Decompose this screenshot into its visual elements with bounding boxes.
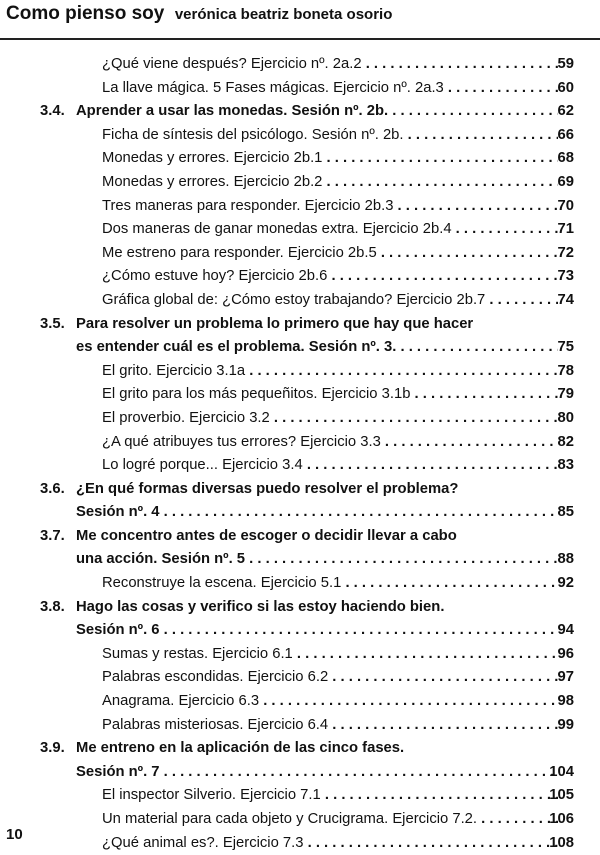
section-number: 3.5. — [40, 315, 65, 332]
section-title: ¿En qué formas diversas puedo resolver el problema? — [76, 480, 459, 497]
page-ref: 59 — [557, 56, 574, 72]
page-ref: 79 — [557, 386, 574, 403]
page-ref: 106 — [549, 811, 574, 827]
page-ref: 85 — [557, 504, 574, 521]
page-ref: 82 — [557, 433, 574, 450]
page-ref: 88 — [557, 551, 574, 568]
entry-title: ¿A qué atribuyes tus errores? Ejercicio 3.3 . . . — [102, 431, 558, 455]
toc-entry-row — [0, 242, 600, 266]
entry-title: Sumas y restas. Ejercicio 6.1 . . . — [102, 643, 558, 667]
toc-entry-row — [0, 714, 600, 738]
page-ref: 78 — [557, 362, 574, 379]
entry-title: Lo logré porque... Ejercicio 3.4 . . . — [102, 454, 558, 478]
toc-entry-row — [0, 383, 600, 407]
toc-entry-row — [0, 454, 600, 478]
entry-title: Reconstruye la escena. Ejercicio 5.1 . . . — [102, 572, 558, 596]
toc-entry-row — [0, 808, 600, 832]
toc-section-row — [0, 501, 600, 525]
entry-title: ¿Qué viene después? Ejercicio nº. 2a.2 . . . — [102, 53, 558, 77]
section-number: 3.4. — [40, 103, 65, 120]
toc-entry-row — [0, 77, 600, 101]
toc-entry-row — [0, 218, 600, 242]
page-ref: 105 — [549, 787, 574, 804]
page-ref: 74 — [557, 291, 574, 308]
toc-section-row — [0, 737, 600, 761]
section-title: es entender cuál es el problema. Sesión nº. 3. . . . — [76, 336, 558, 360]
toc-entry-row — [0, 360, 600, 384]
section-number: 3.8. — [40, 598, 65, 615]
entry-title: Gráfica global de: ¿Cómo estoy trabajando? Ejercicio 2b.7 . . . — [102, 289, 558, 313]
entry-title: Monedas y errores. Ejercicio 2b.2 . . . — [102, 171, 558, 195]
entry-title: Monedas y errores. Ejercicio 2b.1 . . . — [102, 147, 558, 171]
toc-entry-row — [0, 124, 600, 148]
section-title: Aprender a usar las monedas. Sesión nº. 2b. . . . — [76, 100, 558, 124]
page-number: 10 — [6, 826, 23, 843]
entry-title: Anagrama. Ejercicio 6.3 . . . — [102, 690, 558, 714]
section-title: Para resolver un problema lo primero que hay que hacer — [76, 315, 474, 332]
page-ref: 80 — [557, 409, 574, 426]
page-ref: 68 — [557, 150, 574, 167]
toc-section-row — [0, 313, 600, 337]
toc-section-row — [0, 478, 600, 502]
section-title: Sesión nº. 7 . . . — [76, 761, 558, 785]
entry-title: Palabras escondidas. Ejercicio 6.2 . . . — [102, 666, 558, 690]
toc-section-row — [0, 336, 600, 360]
page-ref: 72 — [557, 244, 574, 261]
entry-title: La llave mágica. 5 Fases mágicas. Ejercicio nº. 2a.3 . . . — [102, 77, 558, 101]
toc-section-row — [0, 596, 600, 620]
toc-entry-row — [0, 195, 600, 219]
entry-title: Dos maneras de ganar monedas extra. Ejercicio 2b.4 . . . — [102, 218, 558, 242]
table-of-contents — [0, 53, 600, 855]
section-title: Me concentro antes de escoger o decidir llevar a cabo — [76, 527, 457, 544]
entry-title: Un material para cada objeto y Crucigrama. Ejercicio 7.2. . . . — [102, 808, 558, 832]
section-number: 3.7. — [40, 527, 65, 544]
page-ref: 75 — [557, 339, 574, 356]
entry-title: Me estreno para responder. Ejercicio 2b.5 . . . — [102, 242, 558, 266]
toc-section-row — [0, 548, 600, 572]
page-ref: 108 — [549, 834, 574, 851]
toc-entry-row — [0, 147, 600, 171]
toc-entry-row — [0, 265, 600, 289]
toc-section-row — [0, 619, 600, 643]
section-title: Sesión nº. 6 . . . — [76, 619, 558, 643]
running-header — [6, 3, 392, 25]
page-ref: 62 — [557, 103, 574, 120]
page-ref: 94 — [557, 622, 574, 639]
toc-section-row — [0, 100, 600, 124]
toc-entry-row — [0, 289, 600, 313]
toc-entry-row — [0, 572, 600, 596]
page-ref: 92 — [557, 575, 574, 592]
toc-section-row — [0, 525, 600, 549]
section-title: Sesión nº. 4 . . . — [76, 501, 558, 525]
entry-title: Tres maneras para responder. Ejercicio 2b.3 . . . — [102, 195, 558, 219]
section-title: una acción. Sesión nº. 5 . . . — [76, 548, 558, 572]
section-number: 3.9. — [40, 740, 65, 757]
section-title: Hago las cosas y verifico si las estoy haciendo bien. — [76, 598, 445, 615]
toc-entry-row — [0, 643, 600, 667]
header-rule — [0, 38, 600, 40]
section-number: 3.6. — [40, 480, 65, 497]
toc-entry-row — [0, 690, 600, 714]
page-ref: 96 — [557, 645, 574, 662]
toc-entry-row — [0, 784, 600, 808]
section-title: Me entreno en la aplicación de las cinco fases. — [76, 740, 405, 757]
toc-entry-row — [0, 666, 600, 690]
toc-entry-row — [0, 171, 600, 195]
book-author: verónica beatriz boneta osorio — [174, 6, 393, 23]
page-ref: 66 — [557, 126, 574, 143]
toc-entry-row — [0, 407, 600, 431]
entry-title: Ficha de síntesis del psicólogo. Sesión nº. 2b. . . . — [102, 124, 558, 148]
page-ref: 71 — [557, 221, 574, 238]
entry-title: El grito. Ejercicio 3.1a . . . — [102, 360, 558, 384]
page-ref: 104 — [549, 763, 574, 780]
toc-entry-row — [0, 431, 600, 455]
page-ref: 99 — [557, 716, 574, 733]
toc-section-row — [0, 761, 600, 785]
page-ref: 97 — [557, 669, 574, 686]
page-ref: 69 — [557, 173, 574, 190]
toc-entry-row — [0, 53, 600, 77]
entry-title: El proverbio. Ejercicio 3.2 . . . — [102, 407, 558, 431]
entry-title: Palabras misteriosas. Ejercicio 6.4 . . . — [102, 714, 558, 738]
page-ref: 60 — [557, 79, 574, 96]
page-ref: 98 — [557, 693, 574, 710]
entry-title: ¿Qué animal es?. Ejercicio 7.3 . . . — [102, 832, 558, 855]
entry-title: El grito para los más pequeñitos. Ejercicio 3.1b . . . — [102, 383, 558, 407]
page-ref: 70 — [557, 197, 574, 214]
entry-title: El inspector Silverio. Ejercicio 7.1 . . . — [102, 784, 558, 808]
toc-entry-row — [0, 832, 600, 855]
page-ref: 73 — [557, 268, 574, 285]
entry-title: ¿Cómo estuve hoy? Ejercicio 2b.6 . . . — [102, 265, 558, 289]
book-title: Como pienso soy — [6, 3, 165, 24]
page-ref: 83 — [557, 457, 574, 474]
